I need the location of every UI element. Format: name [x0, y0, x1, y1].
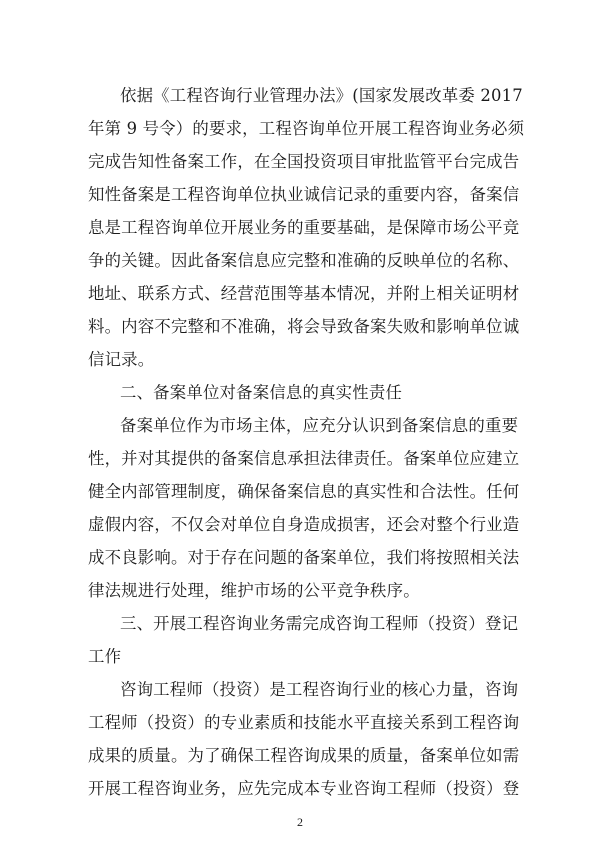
- paragraph-1-line-9: 信记录。: [88, 350, 155, 369]
- paragraph-3-line-3: 成果的质量。为了确保工程咨询成果的质量，备案单位如需: [88, 746, 520, 765]
- paragraph-2-line-1: 备案单位作为市场主体，应充分认识到备案信息的重要: [120, 416, 519, 435]
- section-heading-3-line-2: 工作: [88, 647, 122, 666]
- paragraph-1-line-5: 息是工程咨询单位开展业务的重要基础，是保障市场公平竞: [88, 218, 520, 237]
- paragraph-2-line-4: 虚假内容，不仅会对单位自身造成损害，还会对整个行业造: [88, 515, 520, 534]
- paragraph-3-line-1: 咨询工程师（投资）是工程咨询行业的核心力量，咨询: [120, 680, 519, 699]
- paragraph-1-line-1: 依据《工程咨询行业管理办法》(国家发展改革委 2017: [120, 86, 523, 105]
- paragraph-1-line-7: 地址、联系方式、经营范围等基本情况，并附上相关证明材: [88, 284, 520, 303]
- paragraph-2-line-6: 律法规进行处理，维护市场的公平竞争秩序。: [88, 581, 420, 600]
- paragraph-2-line-3: 健全内部管理制度，确保备案信息的真实性和合法性。任何: [88, 482, 520, 501]
- section-heading-3-line-1: 三、开展工程咨询业务需完成咨询工程师（投资）登记: [120, 614, 519, 633]
- paragraph-1-line-2: 年第 9 号令）的要求，工程咨询单位开展工程咨询业务必须: [88, 119, 525, 138]
- paragraph-3-line-4: 开展工程咨询业务，应先完成本专业咨询工程师（投资）登: [88, 779, 520, 798]
- paragraph-1-line-4: 知性备案是工程咨询单位执业诚信记录的重要内容，备案信: [88, 185, 520, 204]
- paragraph-1-line-3: 完成告知性备案工作，在全国投资项目审批监管平台完成告: [88, 152, 520, 171]
- paragraph-2-line-2: 性，并对其提供的备案信息承担法律责任。备案单位应建立: [88, 449, 520, 468]
- paragraph-1-line-6: 争的关键。因此备案信息应完整和准确的反映单位的名称、: [88, 251, 520, 270]
- section-heading-2: 二、备案单位对备案信息的真实性责任: [120, 383, 403, 402]
- paragraph-2-line-5: 成不良影响。对于存在问题的备案单位，我们将按照相关法: [88, 548, 520, 567]
- paragraph-3-line-2: 工程师（投资）的专业素质和技能水平直接关系到工程咨询: [88, 713, 520, 732]
- page-number: 2: [297, 815, 303, 829]
- paragraph-1-line-8: 料。内容不完整和不准确，将会导致备案失败和影响单位诚: [88, 317, 520, 336]
